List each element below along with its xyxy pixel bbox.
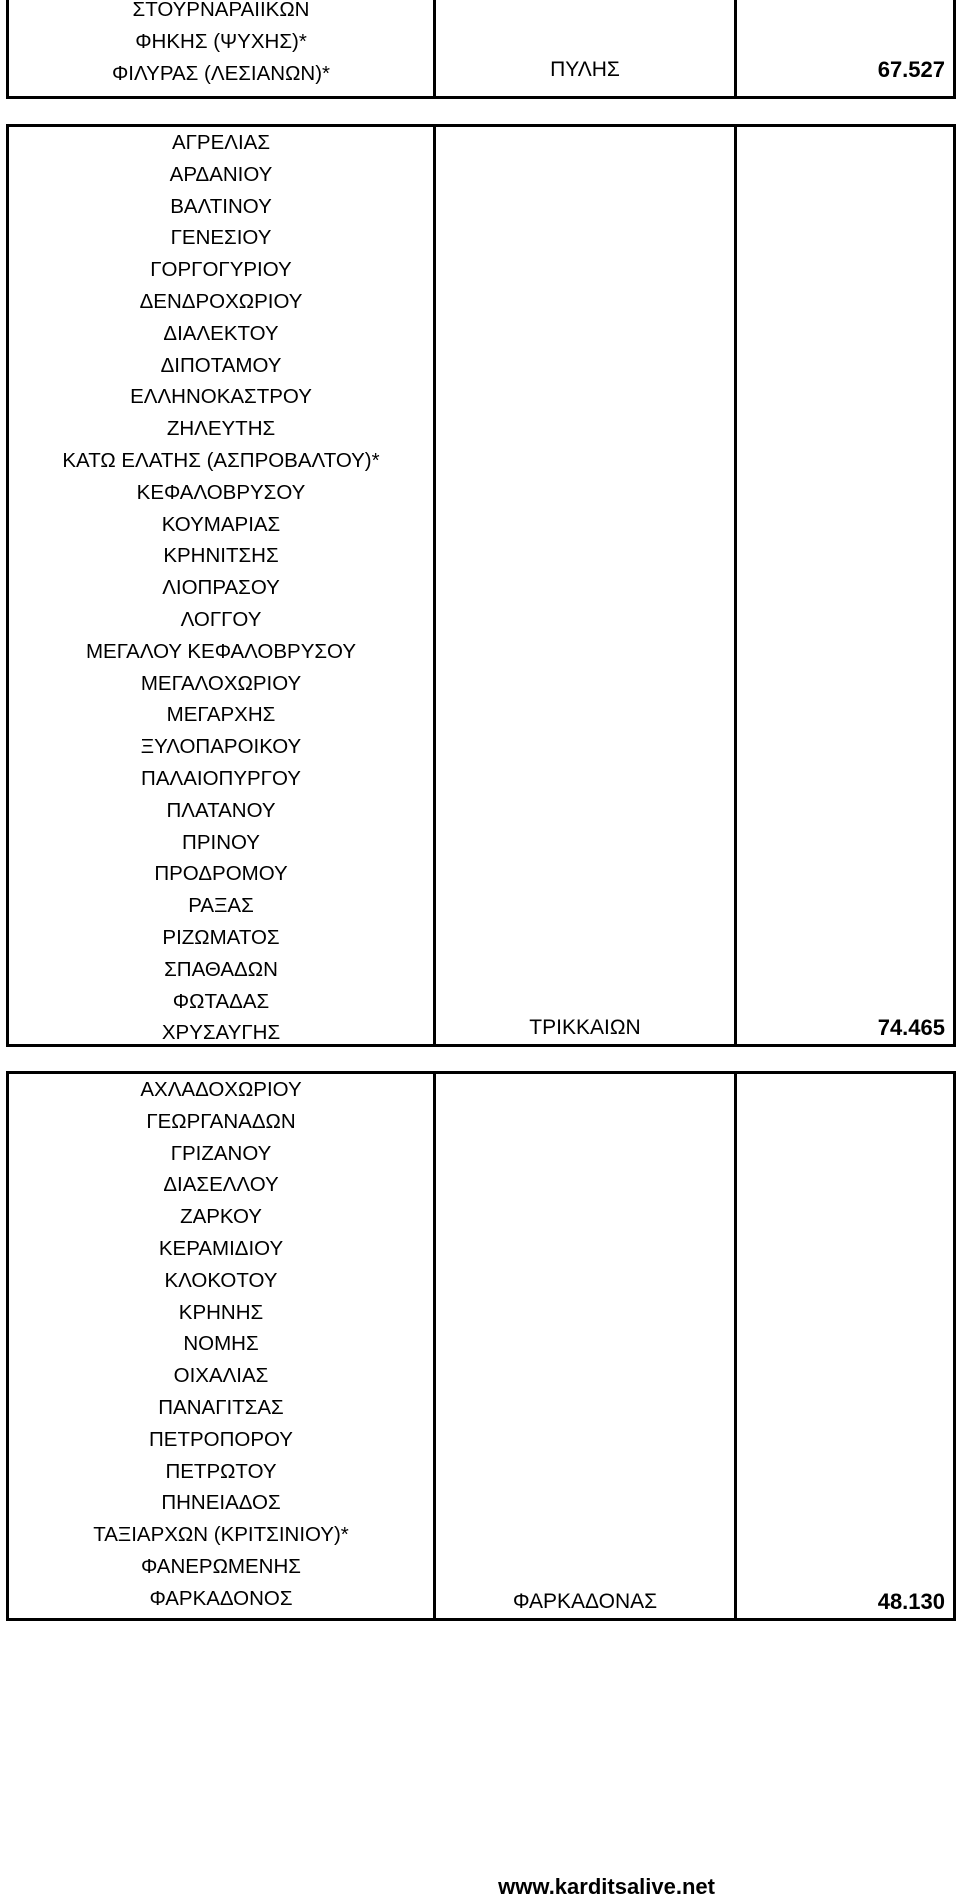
village-name: ΡΙΖΩΜΑΤΟΣ (162, 925, 280, 949)
municipality-name: ΠΥΛΗΣ (550, 58, 620, 81)
population-value: 67.527 (877, 57, 945, 82)
village-name: ΠΡΙΝΟΥ (182, 830, 260, 854)
village-list (9, 1074, 433, 1615)
village-name: ΠΑΛΑΙΟΠΥΡΓΟΥ (141, 766, 301, 790)
village-name: ΛΙΟΠΡΑΣΟΥ (162, 576, 280, 600)
column-divider (734, 1074, 737, 1618)
village-name: ΣΤΟΥΡΝΑΡΑΙΙΚΩΝ (132, 0, 310, 21)
village-name: ΔΙΠΟΤΑΜΟΥ (160, 353, 282, 377)
column-divider (433, 1074, 436, 1618)
municipality-block-farkadonas (6, 1071, 956, 1621)
village-name: ΚΡΗΝΗΣ (178, 1300, 264, 1324)
column-divider (734, 127, 737, 1044)
village-name: ΓΕΩΡΓΑΝΑΔΩΝ (146, 1109, 296, 1133)
village-name: ΠΗΝΕΙΑΔΟΣ (161, 1491, 281, 1515)
village-name: ΦΗΚΗΣ (ΨΥΧΗΣ)* (135, 29, 307, 53)
municipality-block-trikkaion (6, 124, 956, 1047)
village-name: ΜΕΓΑΛΟΥ ΚΕΦΑΛΟΒΡΥΣΟΥ (85, 639, 357, 663)
village-name: ΓΕΝΕΣΙΟΥ (170, 226, 272, 250)
municipality-block-pyli (6, 0, 956, 99)
village-name: ΔΙΑΣΕΛΛΟΥ (163, 1173, 279, 1197)
village-name: ΦΑΝΕΡΩΜΕΝΗΣ (141, 1554, 301, 1578)
village-name: ΓΟΡΓΟΓΥΡΙΟΥ (150, 258, 292, 282)
village-name: ΦΑΡΚΑΔΟΝΟΣ (149, 1586, 293, 1610)
village-name: ΚΛΟΚΟΤΟΥ (164, 1268, 278, 1292)
village-name: ΑΧΛΑΔΟΧΩΡΙΟΥ (140, 1078, 302, 1101)
village-name: ΚΕΦΑΛΟΒΡΥΣΟΥ (136, 480, 306, 504)
column-divider (433, 127, 436, 1044)
village-name: ΖΑΡΚΟΥ (180, 1205, 262, 1229)
village-name: ΦΙΛΥΡΑΣ (ΛΕΣΙΑΝΩΝ)* (111, 61, 331, 85)
village-name: ΠΑΝΑΓΙΤΣΑΣ (158, 1395, 284, 1419)
village-name: ΠΡΟΔΡΟΜΟΥ (154, 862, 288, 886)
village-name: ΖΗΛΕΥΤΗΣ (166, 417, 276, 441)
village-name: ΛΟΓΓΟΥ (180, 607, 262, 631)
population-value: 74.465 (877, 1015, 945, 1040)
village-name: ΚΑΤΩ ΕΛΑΤΗΣ (ΑΣΠΡΟΒΑΛΤΟΥ)* (62, 448, 380, 472)
footer-url[interactable]: www.karditsalive.net (498, 1874, 715, 1899)
village-name: ΑΡΔΑΝΙΟΥ (169, 162, 273, 186)
village-name: ΟΙΧΑΛΙΑΣ (173, 1364, 269, 1388)
village-name: ΕΛΛΗΝΟΚΑΣΤΡΟΥ (130, 385, 312, 409)
village-name: ΚΡΗΝΙΤΣΗΣ (163, 544, 279, 568)
village-name: ΑΓΡΕΛΙΑΣ (171, 131, 271, 154)
village-name: ΠΕΤΡΩΤΟΥ (165, 1459, 277, 1483)
village-name: ΚΟΥΜΑΡΙΑΣ (161, 512, 281, 536)
village-name: ΧΡΥΣΑΥΓΗΣ (161, 1021, 281, 1045)
village-name: ΠΕΤΡΟΠΟΡΟΥ (148, 1427, 293, 1451)
village-name: ΡΑΞΑΣ (188, 894, 254, 918)
village-name: ΜΕΓΑΛΟΧΩΡΙΟΥ (140, 671, 302, 695)
village-name: ΒΑΛΤΙΝΟΥ (170, 194, 272, 218)
village-list (9, 0, 433, 89)
village-name: ΣΠΑΘΑΔΩΝ (164, 957, 278, 981)
population-value: 48.130 (877, 1589, 945, 1614)
village-name: ΞΥΛΟΠΑΡΟΙΚΟΥ (140, 735, 302, 759)
village-name: ΦΩΤΑΔΑΣ (172, 989, 270, 1013)
village-name: ΤΑΞΙΑΡΧΩΝ (ΚΡΙΤΣΙΝΙΟΥ)* (93, 1523, 349, 1547)
village-name: ΜΕΓΑΡΧΗΣ (166, 703, 276, 727)
village-name: ΔΕΝΔΡΟΧΩΡΙΟΥ (139, 289, 303, 313)
municipality-name: ΤΡΙΚΚΑΙΩΝ (529, 1016, 641, 1039)
village-name: ΚΕΡΑΜΙΔΙΟΥ (158, 1236, 284, 1260)
village-name: ΔΙΑΛΕΚΤΟΥ (163, 321, 279, 345)
village-name: ΠΛΑΤΑΝΟΥ (166, 798, 276, 822)
village-name: ΝΟΜΗΣ (183, 1332, 259, 1356)
village-name: ΓΡΙΖΑΝΟΥ (170, 1141, 272, 1165)
municipality-name: ΦΑΡΚΑΔΟΝΑΣ (512, 1590, 658, 1613)
village-list (9, 127, 433, 1049)
